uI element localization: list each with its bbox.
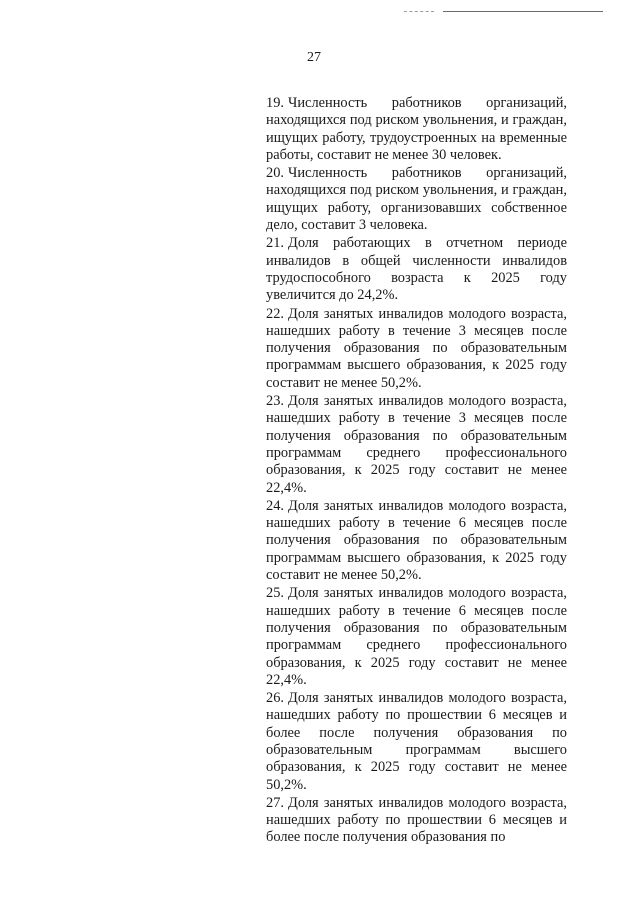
- list-item: [266, 585, 567, 689]
- item-text: Доля занятых инвалидов молодого возраста, нашедших работу по прошествии 6 месяцев и более после получения образования по образовательным программам высшего образования, к 2025 году составит не менее 50,2%.: [266, 690, 567, 793]
- list-item: [266, 795, 567, 847]
- list-item: [266, 95, 567, 164]
- item-text: Численность работников организаций, находящихся под риском увольнения, и граждан, ищущих работу, организовавших собственное дело, составит 3 человека.: [266, 165, 567, 234]
- item-number: 22.: [266, 305, 284, 322]
- list-item: [266, 306, 567, 392]
- item-text: Доля занятых инвалидов молодого возраста, нашедших работу по прошествии 6 месяцев и более после получения образования по: [266, 794, 567, 846]
- item-text: Доля занятых инвалидов молодого возраста, нашедших работу в течение 6 месяцев после получения образования по образовательным программам высшего образования, к 2025 году составит не менее 50,2%.: [266, 497, 567, 584]
- item-number: 23.: [266, 393, 284, 410]
- item-text: Доля занятых инвалидов молодого возраста, нашедших работу в течение 6 месяцев после получения образования по образовательным программам среднего профессионального образования, к 2025 году составит не менее 22,4%.: [266, 585, 567, 688]
- list-item: [266, 165, 567, 234]
- item-number: 25.: [266, 585, 284, 602]
- item-text: Доля занятых инвалидов молодого возраста, нашедших работу в течение 3 месяцев после получения образования по образовательным программам высшего образования, к 2025 году составит не менее 50,2%.: [266, 305, 567, 391]
- item-number: 20.: [266, 165, 284, 182]
- item-number: 27.: [266, 794, 284, 811]
- item-text: Доля работающих в отчетном периоде инвалидов в общей численности инвалидов трудоспособного возраста к 2025 году увеличится до 24,2%.: [266, 235, 567, 304]
- list-item: [266, 690, 567, 794]
- item-number: 26.: [266, 690, 284, 707]
- item-number: 24.: [266, 497, 284, 514]
- scan-artifact-line: [404, 11, 434, 12]
- item-text: Доля занятых инвалидов молодого возраста, нашедших работу в течение 3 месяцев после получения образования по образовательным программам среднего профессионального образования, к 2025 году составит не менее 22,4%.: [266, 393, 567, 496]
- list-item: [266, 393, 567, 497]
- item-text: Численность работников организаций, находящихся под риском увольнения, и граждан, ищущих работу, трудоустроенных на временные работы, составит не менее 30 человек.: [266, 95, 567, 163]
- list-item: [266, 498, 567, 584]
- item-number: 19.: [266, 95, 284, 111]
- list-item: [266, 235, 567, 304]
- document-body: [266, 95, 567, 848]
- scan-artifact-line: [443, 11, 603, 12]
- page-number: 27: [307, 50, 321, 65]
- item-number: 21.: [266, 235, 284, 252]
